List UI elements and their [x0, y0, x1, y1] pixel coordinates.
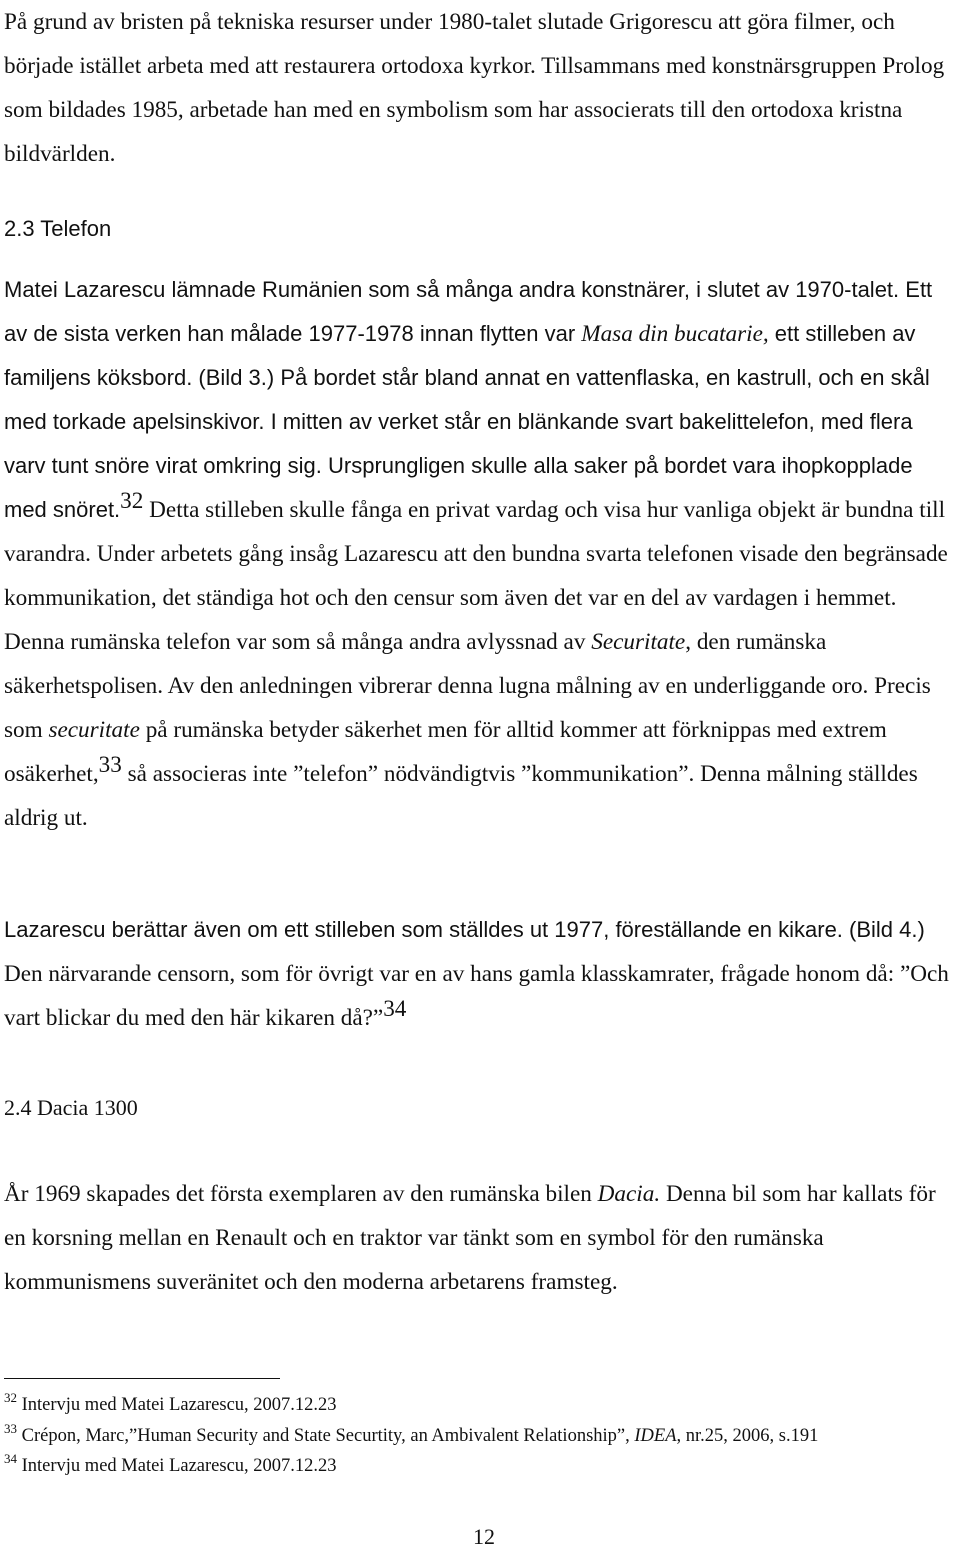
footnote-separator	[4, 1378, 280, 1379]
text-run: så associeras inte ”telefon” nödvändigtvis ”kommunikation”. Denna målning ställdes aldrig ut.	[4, 761, 918, 831]
text-run: Under arbetets gång insåg Lazarescu att den bundna svarta telefonen visade den begränsade kommunikation, det ständiga hot och den censur som även det var en del av vardagen i hemmet.	[4, 541, 948, 611]
footnote-number: 34	[4, 1451, 17, 1466]
page-number: 12	[473, 1524, 495, 1549]
footnote-ref-34[interactable]: 34	[383, 996, 407, 1022]
text-run: på rumänska betyder säkerhet men för alltid kommer att förknippas med extrem osäkerhet,	[4, 717, 887, 787]
text-run: Denna bil som har kallats för en korsning mellan en Renault och en traktor var tänkt som en symbol för den rumänska kommunismens suveränitet och den moderna arbetarens framsteg.	[4, 1181, 936, 1295]
text-run: Lazarescu berättar även om ett stilleben som ställdes ut 1977, föreställande en kikare. (Bild 4.)	[4, 917, 925, 942]
text-run: , den rumänska säkerhetspolisen.	[4, 629, 827, 699]
section-heading-dacia: 2.4 Dacia 1300	[4, 1095, 138, 1120]
text-run: Detta stilleben skulle fånga en privat vardag och visa hur vanliga objekt är bundna till varandra.	[4, 497, 946, 567]
artwork-title: Masa din bucatarie,	[581, 321, 769, 347]
text-run: Denna rumänska telefon var som så många andra avlyssnad av	[4, 629, 592, 655]
footnote-32	[4, 1390, 956, 1417]
text-run: Den närvarande censorn, som för övrigt var en av hans gamla klasskamrater, frågade honom då: ”Och vart blickar du med den här kikaren då?”	[4, 961, 949, 1031]
footnote-number: 32	[4, 1390, 17, 1405]
text-run: ett stilleben av familjens köksbord. (Bild 3.) På bordet står bland annat en vattenflaska, en kastrull, och en skål med torkade apelsinskivor. I mitten av verket står en blänkande svart bakelittelefon, med flera varv tunt snöre virat omkring sig. Ursprungligen skulle alla saker på bordet vara ihopkopplade med snöret.	[4, 321, 930, 522]
term-dacia: Dacia.	[597, 1181, 661, 1207]
paragraph-kikare	[4, 908, 956, 1040]
footnote-ref-32[interactable]: 32	[120, 488, 144, 514]
footnote-text: Intervju med Matei Lazarescu, 2007.12.23	[21, 1456, 337, 1476]
journal-name: IDEA	[634, 1426, 677, 1446]
paragraph-dacia	[4, 1172, 956, 1304]
paragraph-telefon	[4, 268, 956, 840]
text-run: År 1969 skapades det första exemplaren av den rumänska bilen	[4, 1181, 598, 1207]
footnote-ref-33[interactable]: 33	[98, 752, 122, 778]
footnote-text: Intervju med Matei Lazarescu, 2007.12.23	[21, 1395, 337, 1415]
footnote-text: , nr.25, 2006, s.191	[676, 1426, 819, 1446]
section-heading-telefon: 2.3 Telefon	[4, 216, 112, 241]
term-securitate: securitate	[48, 717, 140, 743]
footnote-number: 33	[4, 1421, 17, 1436]
footnote-text: Crépon, Marc,”Human Security and State Securtity, an Ambivalent Relationship”,	[21, 1426, 635, 1446]
text-run: Av den anledningen vibrerar denna lugna målning av en underliggande oro.	[163, 673, 869, 699]
text-run: Matei Lazarescu lämnade Rumänien som så många andra konstnärer, i slutet av 1970-talet. Ett av de sista verken han målade 1977-1978 innan flytten var	[4, 277, 933, 346]
paragraph-grigorescu: På grund av bristen på tekniska resurser under 1980-talet slutade Grigorescu att göra filmer, och började istället arbeta med att restaurera ortodoxa kyrkor. Tillsammans med konstnärsgruppen Prolog som bildades 1985, arbetade han med en symbolism som har associerats till den ortodoxa kristna bildvärlden.	[4, 9, 945, 167]
text-run: Precis som	[4, 673, 931, 743]
term-securitate: Securitate	[591, 629, 686, 655]
footnote-34	[4, 1451, 956, 1478]
footnote-33	[4, 1421, 956, 1448]
